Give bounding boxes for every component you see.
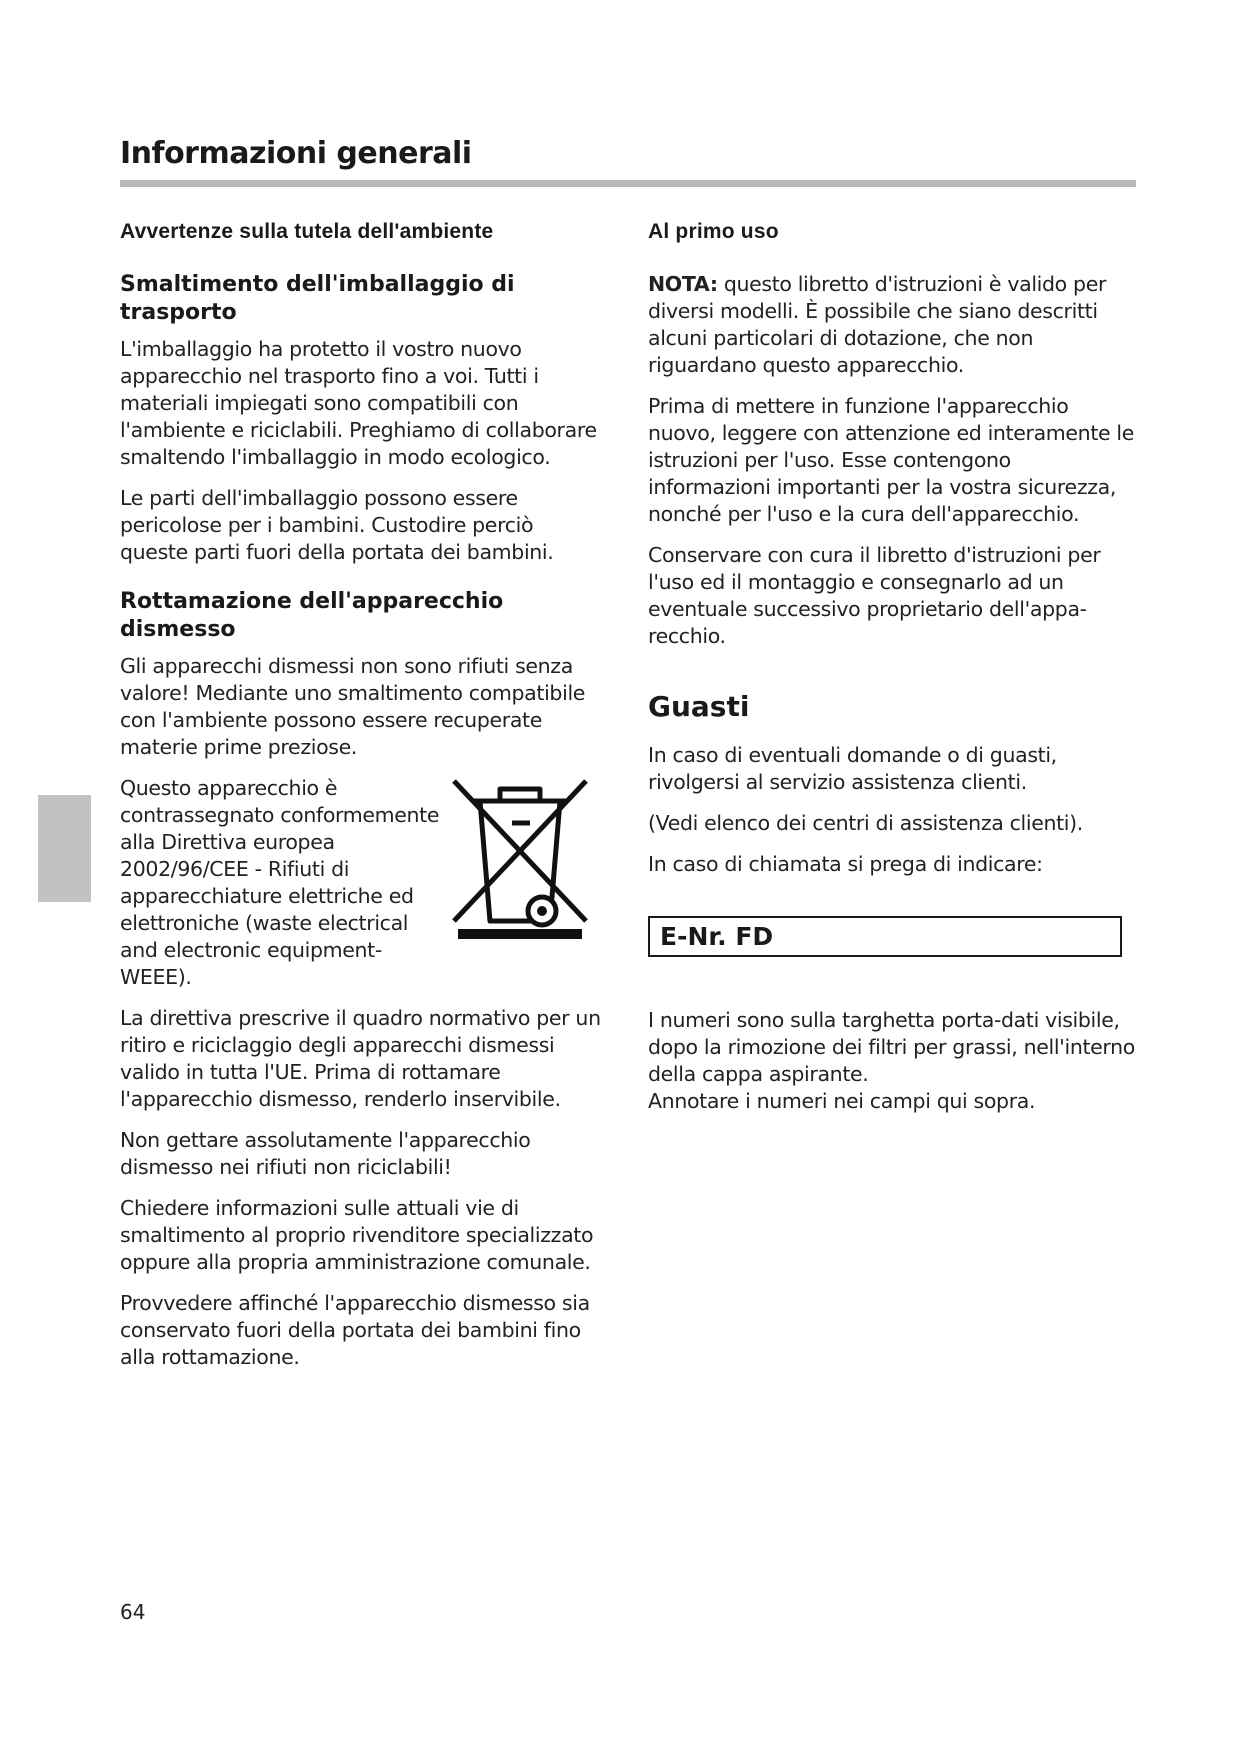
faults-title: Guasti	[648, 690, 750, 723]
packaging-disposal-title: Smaltimento dell'imballaggio di trasporto	[120, 272, 515, 325]
note-text: questo libretto d'istruzioni è valido per diversi modelli. È possibile che siano descritti alcuni particolari di dotazione, che non riguardano questo apparecchio.	[648, 272, 1107, 377]
note-paragraph	[648, 271, 1138, 379]
title-rule	[120, 180, 1136, 187]
left-column	[120, 218, 605, 1385]
page-title: Informazioni generali	[120, 136, 472, 171]
faults-paragraph-4: I numeri sono sulla targhetta porta-dati visibile, dopo la rimozione dei filtri per grassi, nell'interno della cappa aspirante.	[648, 1008, 1135, 1086]
weee-crossed-bin-icon	[450, 771, 590, 941]
disposal-paragraph-2: La direttiva prescrive il quadro normativo per un ritiro e riciclaggio degli apparecchi dismessi valido in tutta l'UE. Prima di rottamare l'apparecchio dismesso, renderlo inservibile.	[120, 1006, 601, 1111]
packaging-paragraph-1: L'imballaggio ha protetto il vostro nuovo apparecchio nel trasporto fino a voi. Tutti i materiali impiegati sono compatibili con l'ambiente e riciclabili. Preghiamo di collaborare smaltendo l'imballaggio in modo ecologico.	[120, 337, 597, 469]
right-column	[648, 218, 1138, 1129]
first-use-heading: Al primo uso	[648, 220, 779, 243]
disposal-paragraph-5: Provvedere affinché l'apparecchio dismesso sia conservato fuori della portata dei bambini fino alla rottamazione.	[120, 1291, 590, 1369]
disposal-paragraph-3: Non gettare assolutamente l'apparecchio dismesso nei rifiuti non riciclabili!	[120, 1128, 531, 1179]
enr-fd-field: E-Nr. FD	[648, 916, 1122, 957]
note-label: NOTA:	[648, 272, 718, 296]
disposal-paragraph-4: Chiedere informazioni sulle attuali vie di smaltimento al proprio rivenditore specializzato oppure alla propria amministrazione comunale.	[120, 1196, 594, 1274]
faults-paragraph-3: In caso di chiamata si prega di indicare:	[648, 852, 1043, 876]
weee-block	[120, 775, 605, 991]
faults-paragraph-5: Annotare i numeri nei campi qui sopra.	[648, 1089, 1036, 1113]
environment-heading: Avvertenze sulla tutela dell'ambiente	[120, 220, 494, 243]
first-use-paragraph-2: Prima di mettere in funzione l'apparecchio nuovo, leggere con attenzione ed interamente le istruzioni per l'uso. Esse contengono informazioni importanti per la vostra sicurezza, nonché per l'uso e la cura dell'apparecchio.	[648, 394, 1135, 526]
page-number: 64	[120, 1600, 146, 1624]
faults-paragraph-1: In caso di eventuali domande o di guasti, rivolgersi al servizio assistenza clienti.	[648, 743, 1057, 794]
weee-paragraph: Questo apparecchio è contrassegnato conformemente alla Direttiva europea 2002/96/CEE - Rifiuti di apparecchiature elettriche ed elettroniche (waste electrical and electronic equipment- WEEE).	[120, 776, 440, 989]
packaging-paragraph-2: Le parti dell'imballaggio possono essere pericolose per i bambini. Custodire perciò queste parti fuori della portata dei bambini.	[120, 486, 554, 564]
first-use-paragraph-3: Conservare con cura il libretto d'istruzioni per l'uso ed il montaggio e consegnarlo ad un eventuale successivo proprietario dell'appa-recchio.	[648, 543, 1101, 648]
disposal-paragraph-1: Gli apparecchi dismessi non sono rifiuti senza valore! Mediante uno smaltimento compatibile con l'ambiente possono essere recuperate materie prime preziose.	[120, 654, 586, 759]
side-tab-marker	[38, 795, 91, 902]
faults-paragraph-2: (Vedi elenco dei centri di assistenza clienti).	[648, 811, 1083, 835]
appliance-disposal-title: Rottamazione dell'apparecchio dismesso	[120, 589, 504, 642]
